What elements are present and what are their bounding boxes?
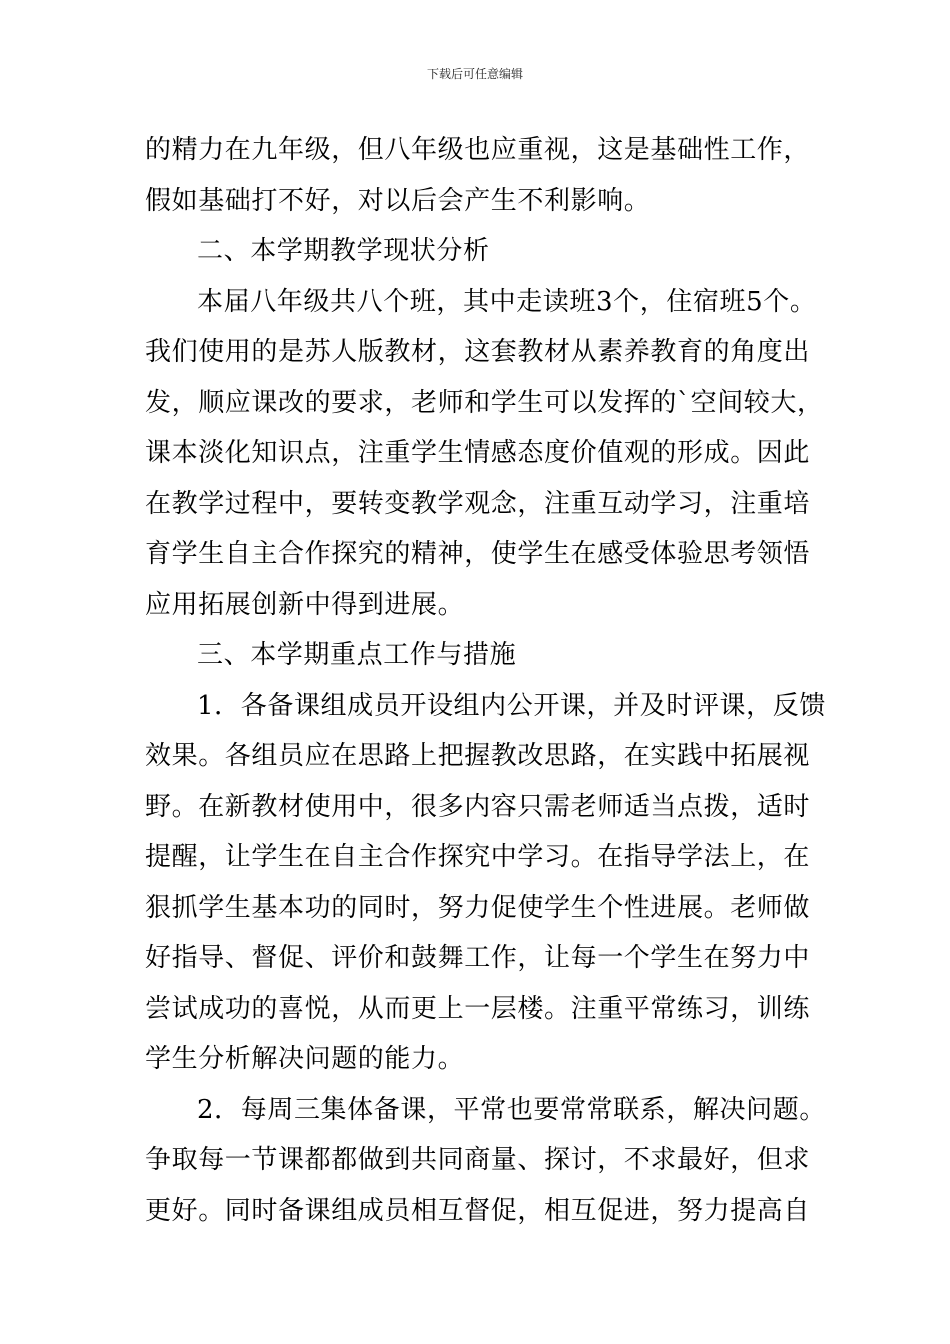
text-line: 尝试成功的喜悦，从而更上一层楼。注重平常练习，训练 [145,993,811,1024]
page-header-note: 下载后可任意编辑 [426,67,523,81]
text-line: 狠抓学生基本功的同时，努力促使学生个性进展。老师做 [145,892,811,923]
text-line: 应用拓展创新中得到进展。 [145,589,465,620]
section-heading: 二、本学期教学现状分析 [197,236,490,266]
section-heading: 三、本学期重点工作与措施 [197,640,517,670]
text-line: 1．各备课组成员开设组内公开课，并及时评课，反馈 [197,690,826,721]
text-line: 课本淡化知识点，注重学生情感态度价值观的形成。因此 [145,438,811,468]
text-line: 效果。各组员应在思路上把握教改思路，在实践中拓展视 [145,741,811,771]
text-line: 野。在新教材使用中，很多内容只需老师适当点拨，适时 [145,791,811,822]
text-line: 更好。同时备课组成员相互督促，相互促进，努力提高自 [145,1195,811,1226]
text-line: 发，顺应课改的要求，老师和学生可以发挥的`空间较大， [145,387,824,418]
text-line: 2．每周三集体备课，平常也要常常联系，解决问题。 [197,1094,826,1125]
text-line: 在教学过程中，要转变教学观念，注重互动学习，注重培 [145,488,811,519]
text-line: 争取每一节课都都做到共同商量、探讨，不求最好，但求 [145,1145,811,1175]
document-body [145,125,826,1236]
text-line: 的精力在九年级，但八年级也应重视，这是基础性工作， [145,135,811,165]
text-line: 提醒，让学生在自主合作探究中学习。在指导学法上，在 [145,842,811,872]
text-line: 假如基础打不好，对以后会产生不利影响。 [145,185,651,216]
text-line: 育学生自主合作探究的精神，使学生在感受体验思考领悟 [145,539,811,569]
text-line: 学生分析解决问题的能力。 [145,1044,465,1074]
text-line: 本届八年级共八个班，其中走读班3个，住宿班5个。 [197,286,817,317]
text-line: 我们使用的是苏人版教材，这套教材从素养教育的角度出 [145,337,811,367]
text-line: 好指导、督促、评价和鼓舞工作，让每一个学生在努力中 [145,943,811,973]
